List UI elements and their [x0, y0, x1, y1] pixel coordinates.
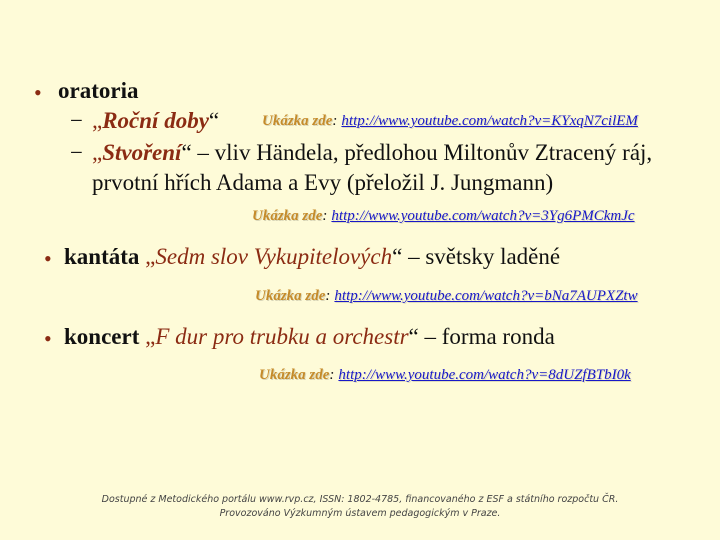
close-quote: “	[208, 108, 220, 133]
oratoria-heading: oratoria	[58, 78, 139, 103]
sample-label: Ukázka zde	[259, 367, 330, 383]
bullet-icon: •	[34, 80, 42, 105]
koncert-name: F dur pro trubku a orchestr	[155, 324, 409, 349]
kantata-name: Sedm slov Vykupitelových	[155, 244, 393, 269]
sample-label: Ukázka zde	[262, 113, 333, 129]
open-quote: „	[139, 324, 156, 349]
kantata-line	[64, 244, 560, 270]
sample-colon: :	[332, 113, 338, 129]
sample-label: Ukázka zde	[252, 208, 323, 224]
koncert-rest: “ – forma ronda	[408, 324, 555, 349]
kantata-sample	[255, 287, 638, 305]
stvoreni-sample	[252, 207, 635, 225]
kantata-link[interactable]: http://www.youtube.com/watch?v=bNa7AUPXZtw	[334, 288, 638, 304]
sample-colon: :	[329, 367, 335, 383]
footer	[0, 493, 720, 521]
open-quote: „	[139, 244, 156, 269]
stvoreni-line2: prvotní hřích Adama a Evy (přeložil J. Jungmann)	[92, 170, 554, 195]
dash-icon: −	[70, 108, 83, 133]
stvoreni-name: Stvoření	[102, 140, 182, 165]
bullet-icon: •	[44, 246, 52, 271]
dash-icon: −	[70, 140, 83, 165]
rocni-doby-title	[92, 108, 219, 134]
open-quote: „	[92, 140, 103, 165]
koncert-line	[64, 324, 555, 350]
rocni-doby-name: Roční doby	[102, 108, 209, 133]
bullet-icon: •	[44, 326, 52, 351]
stvoreni-rest: “ – vliv Händela, předlohou Miltonův Ztracený ráj,	[181, 140, 653, 165]
stvoreni-line1	[92, 140, 652, 166]
stvoreni-link[interactable]: http://www.youtube.com/watch?v=3Yg6PMCkmJc	[331, 208, 635, 224]
footer-line-2: Provozováno Výzkumným ústavem pedagogickým v Praze.	[219, 508, 501, 519]
koncert-link[interactable]: http://www.youtube.com/watch?v=8dUZfBTbI0k	[338, 367, 631, 383]
sample-label: Ukázka zde	[255, 288, 326, 304]
sample-colon: :	[325, 288, 331, 304]
sample-colon: :	[322, 208, 328, 224]
open-quote: „	[92, 108, 103, 133]
rocni-doby-link[interactable]: http://www.youtube.com/watch?v=KYxqN7cilEM	[341, 113, 638, 129]
koncert-sample	[259, 366, 631, 384]
rocni-doby-sample	[262, 112, 638, 130]
kantata-rest: “ – světsky laděné	[392, 244, 561, 269]
kantata-label: kantáta	[64, 244, 140, 269]
footer-line-1: Dostupné z Metodického portálu www.rvp.cz, ISSN: 1802-4785, financovaného z ESF a státního rozpočtu ČR.	[101, 494, 619, 505]
koncert-label: koncert	[64, 324, 140, 349]
